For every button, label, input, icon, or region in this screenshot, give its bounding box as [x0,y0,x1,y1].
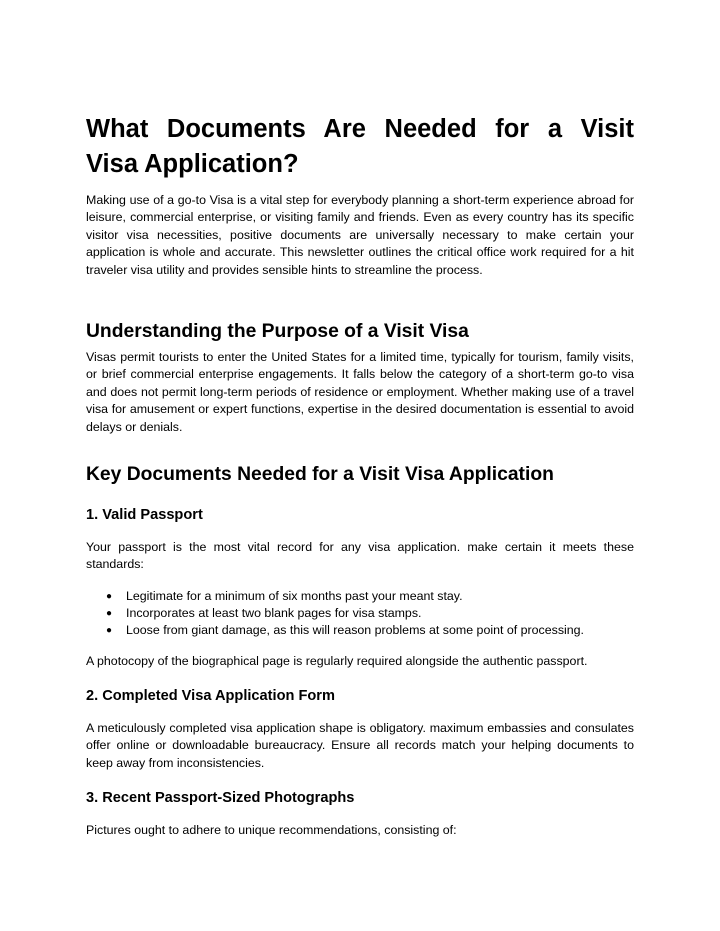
subheading-application-form: 2. Completed Visa Application Form [86,687,335,704]
intro-paragraph: Making use of a go-to Visa is a vital step for everybody planning a short-term experience abroad for leisure, commercial enterprise, or visiting family and friends. Even as every country has its specific visitor visa necessities, positive documents are universally necessary to make certain your application is whole and accurate. This newsletter outlines the critical office work required for a hit traveler visa utility and provides sensible hints to streamline the process. [86,193,634,277]
bullet-icon: ● [106,608,113,620]
page-title-line1: What Documents Are Needed for a Visit [86,115,634,143]
page-title [86,112,634,182]
purpose-paragraph: Visas permit tourists to enter the United States for a limited time, typically for tourism, family visits, or brief commercial enterprise engagements. It falls below the category of a short-term go-to visa and does not permit long-term periods of residence or employment. Whether making use of a travel visa for amusement or expert functions, expertise in the desired documentation is essential to avoid delays or denials. [86,350,634,434]
subheading-photographs: 3. Recent Passport-Sized Photographs [86,790,355,807]
passport-note-paragraph: A photocopy of the biographical page is regularly required alongside the authentic passport. [86,654,588,669]
subheading-valid-passport: 1. Valid Passport [86,507,203,524]
list-item: ● Incorporates at least two blank pages for visa stamps. [106,605,634,622]
passport-requirements-list [86,588,634,640]
bullet-icon: ● [106,590,113,602]
application-form-paragraph: A meticulously completed visa application shape is obligatory. maximum embassies and consulates offer online or downloadable bureaucracy. Ensure all records match your helping documents to keep away from inconsistencies. [86,720,634,770]
list-item: ● Legitimate for a minimum of six months past your meant stay. [106,588,634,605]
document-page [86,112,634,840]
page-title-line2: Visa Application? [86,150,299,178]
list-item: ● Loose from giant damage, as this will reason problems at some point of processing. [106,622,634,639]
bullet-icon: ● [106,625,113,637]
section-heading-purpose: Understanding the Purpose of a Visit Visa [86,321,469,343]
section-heading-key-documents: Key Documents Needed for a Visit Visa Application [86,464,554,486]
photographs-paragraph: Pictures ought to adhere to unique recommendations, consisting of: [86,823,457,838]
passport-paragraph: Your passport is the most vital record for any visa application. make certain it meets these standards: [86,540,634,572]
